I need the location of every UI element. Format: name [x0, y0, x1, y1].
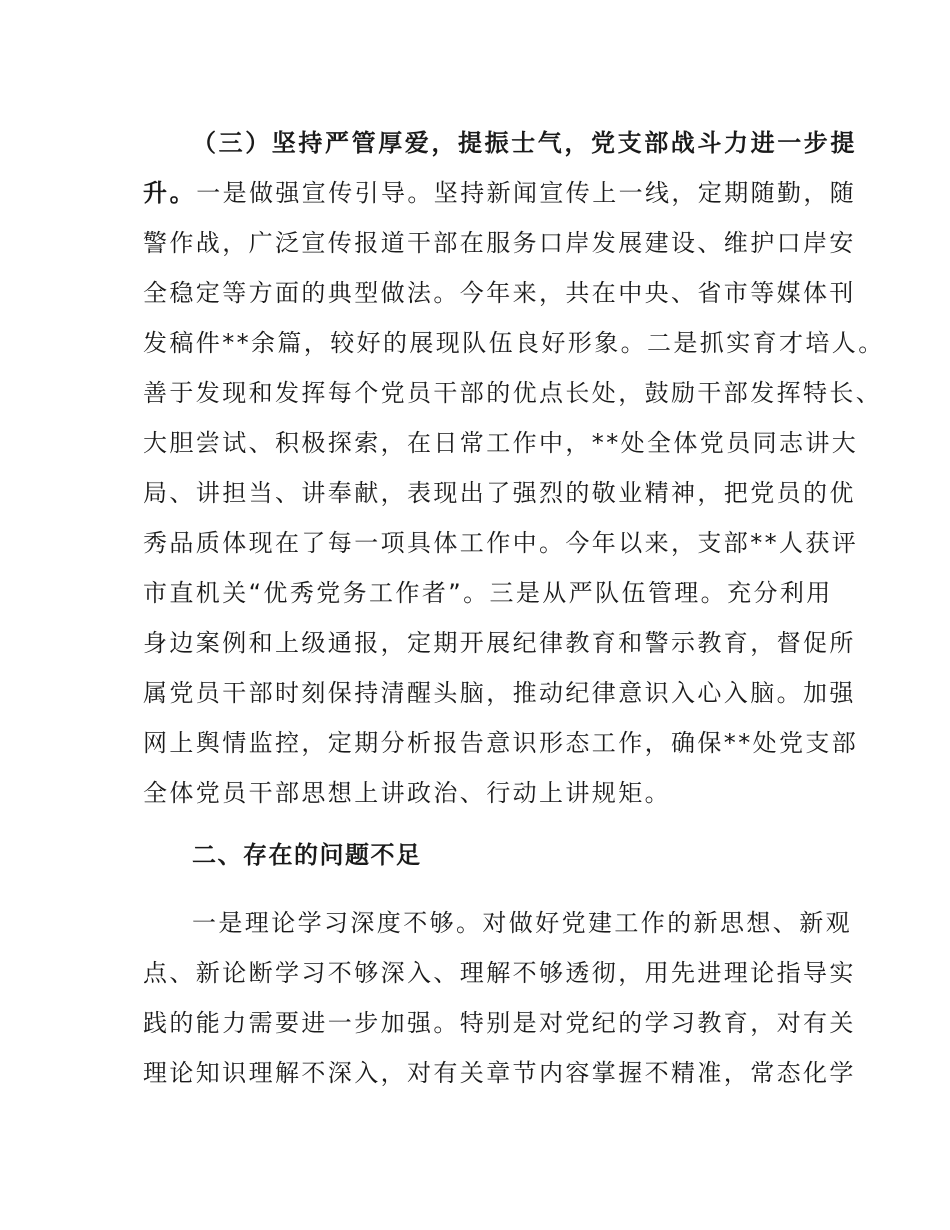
paragraph-line: 大胆尝试、积极探索，在日常工作中，**处全体党员同志讲大	[143, 429, 859, 457]
paragraph-line: 践的能力需要进一步加强。特别是对党纪的学习教育，对有关	[143, 1009, 856, 1037]
paragraph-line: 全稳定等方面的典型做法。今年来，共在中央、省市等媒体刊	[143, 279, 856, 307]
paragraph-line: 身边案例和上级通报，定期开展纪律教育和警示教育，督促所	[143, 629, 856, 657]
paragraph-line: 警作战，广泛宣传报道干部在服务口岸发展建设、维护口岸安	[143, 229, 856, 257]
paragraph-line: 市直机关“优秀党务工作者”。三是从严队伍管理。充分利用	[143, 579, 833, 607]
section2-heading: 二、存在的问题不足	[192, 841, 422, 869]
paragraph-line: 秀品质体现在了每一项具体工作中。今年以来，支部**人获评	[143, 529, 859, 557]
section3-title-end: 升。	[143, 179, 197, 207]
paragraph-line: 理论知识理解不深入，对有关章节内容掌握不精准，常态化学	[143, 1059, 856, 1087]
paragraph-line: 善于发现和发挥每个党员干部的优点长处，鼓励干部发挥特长、	[143, 379, 883, 407]
paragraph-line: 局、讲担当、讲奉献，表现出了强烈的敬业精神，把党员的优	[143, 479, 856, 507]
paragraph-line: 网上舆情监控，定期分析报告意识形态工作，确保**处党支部	[143, 729, 859, 757]
section3-text: 一是做强宣传引导。坚持新闻宣传上一线，定期随勤，随	[196, 179, 857, 207]
paragraph-line: 点、新论断学习不够深入、理解不够透彻，用先进理论指导实	[143, 959, 856, 987]
section2-first-line: 一是理论学习深度不够。对做好党建工作的新思想、新观	[192, 909, 852, 937]
paragraph-line: 全体党员干部思想上讲政治、行动上讲规矩。	[143, 779, 671, 807]
paragraph-line: 发稿件**余篇，较好的展现队伍良好形象。二是抓实育才培人。	[143, 329, 885, 357]
paragraph-line: 属党员干部时刻保持清醒头脑，推动纪律意识入心入脑。加强	[143, 679, 856, 707]
section3-title-line1: （三）坚持严管厚爱，提振士气，党支部战斗力进一步提	[192, 129, 857, 157]
section3-line-2	[143, 178, 856, 208]
